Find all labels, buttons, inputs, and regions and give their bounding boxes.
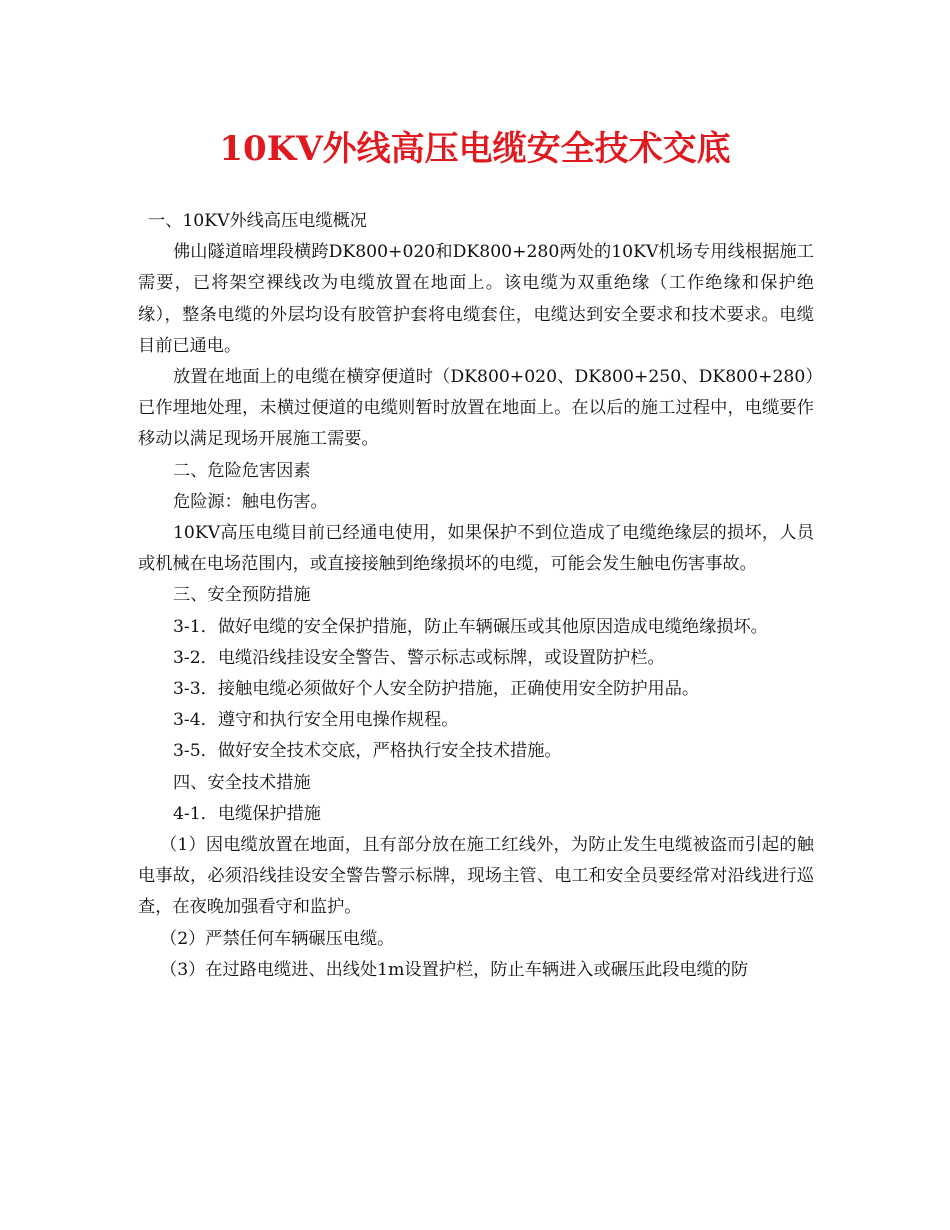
list-item: 3-1．做好电缆的安全保护措施，防止车辆碾压或其他原因造成电缆绝缘损坏。 <box>173 616 768 637</box>
paragraph: 危险源：触电伤害。 <box>173 491 328 512</box>
subsection-heading: 4-1．电缆保护措施 <box>173 803 321 824</box>
paragraph: 10KV高压电缆目前已经通电使用，如果保护不到位造成了电缆绝缘层的损坏，人员或机械在电场范围内，或直接接触到绝缘损坏的电缆，可能会发生触电伤害事故。 <box>138 523 814 575</box>
list-item: （3）在过路电缆进、出线处1m设置护栏，防止车辆进入或碾压此段电缆的防 <box>160 959 749 980</box>
list-item: 3-2．电缆沿线挂设安全警告、警示标志或标牌，或设置防护栏。 <box>173 647 665 668</box>
section-heading-2: 二、危险危害因素 <box>173 460 311 481</box>
list-item: 3-5．做好安全技术交底，严格执行安全技术措施。 <box>173 741 562 762</box>
list-item: （2）严禁任何车辆碾压电缆。 <box>160 928 395 949</box>
paragraph: 佛山隧道暗埋段横跨DK800+020和DK800+280两处的10KV机场专用线根据施工需要，已将架空裸线改为电缆放置在地面上。该电缆为双重绝缘（工作绝缘和保护绝缘），整条电缆的外层均设有胶管护套将电缆套住，电缆达到安全要求和技术要求。电缆目前已通电。 <box>138 242 814 356</box>
document-body <box>138 206 814 986</box>
section-heading-3: 三、安全预防措施 <box>173 585 311 606</box>
section-heading-4: 四、安全技术措施 <box>173 772 311 793</box>
document-title: 10KV外线高压电缆安全技术交底 <box>219 129 731 169</box>
paragraph: 放置在地面上的电缆在横穿便道时（DK800+020、DK800+250、DK800+280）已作埋地处理，未横过便道的电缆则暂时放置在地面上。在以后的施工过程中，电缆要作移动以满足现场开展施工需要。 <box>138 367 814 450</box>
list-item: （1）因电缆放置在地面，且有部分放在施工红线外，为防止发生电缆被盗而引起的触电事故，必须沿线挂设安全警告警示标牌，现场主管、电工和安全员要经常对沿线进行巡查，在夜晚加强看守和监护。 <box>138 835 814 918</box>
list-item: 3-3．接触电缆必须做好个人安全防护措施，正确使用安全防护用品。 <box>173 679 700 700</box>
list-item: 3-4．遵守和执行安全用电操作规程。 <box>173 710 459 731</box>
section-heading-1: 一、10KV外线高压电缆概况 <box>148 211 367 231</box>
